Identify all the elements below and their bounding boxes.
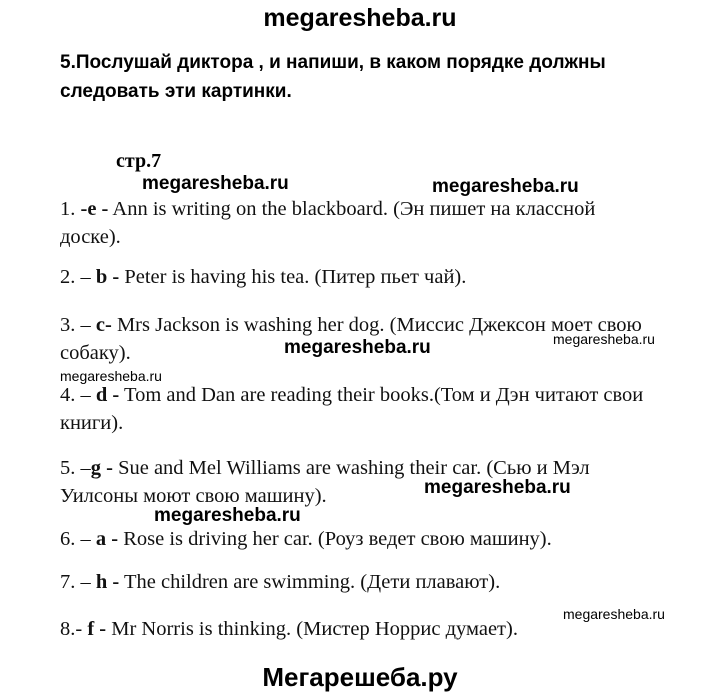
list-item bbox=[60, 311, 700, 367]
watermark: megaresheba.ru bbox=[432, 176, 579, 197]
list-item bbox=[60, 263, 700, 291]
list-item bbox=[60, 454, 700, 510]
item-letter: h - bbox=[95, 571, 120, 593]
item-text-cont: Уилсоны моют свою машину). bbox=[60, 485, 327, 507]
item-text: Peter is having his tea. (Питер пьет чай). bbox=[119, 266, 467, 288]
list-item bbox=[60, 195, 700, 251]
watermark: megaresheba.ru bbox=[284, 337, 431, 358]
list-item bbox=[60, 568, 700, 596]
page-reference: стр.7 bbox=[116, 150, 162, 172]
watermark: megaresheba.ru bbox=[154, 505, 301, 526]
list-item bbox=[60, 525, 700, 553]
item-number: 7. – bbox=[60, 571, 96, 593]
watermark: megaresheba.ru bbox=[142, 173, 289, 194]
item-text-cont: собаку). bbox=[60, 342, 131, 364]
item-number: 3. – bbox=[60, 314, 96, 336]
item-letter: c- bbox=[95, 314, 112, 336]
item-text: Tom and Dan are reading their books.(Том и Дэн читают свои bbox=[119, 384, 644, 406]
item-letter: a - bbox=[95, 528, 119, 550]
item-number: 4. – bbox=[60, 384, 96, 406]
footer-site-name: Мегарешеба.ру bbox=[262, 662, 458, 692]
list-item bbox=[60, 615, 700, 643]
item-letter: b - bbox=[95, 266, 120, 288]
item-number: 8.- bbox=[60, 618, 88, 640]
watermark-small: megaresheba.ru bbox=[60, 368, 162, 384]
watermark-small: megaresheba.ru bbox=[563, 606, 665, 622]
item-letter: f - bbox=[87, 618, 107, 640]
item-number: 1. bbox=[60, 198, 81, 220]
item-number: 2. – bbox=[60, 266, 96, 288]
watermark-small: megaresheba.ru bbox=[553, 331, 655, 347]
item-text: Sue and Mel Williams are washing their car. (Сью и Мэл bbox=[112, 457, 590, 479]
item-text-cont: книги). bbox=[60, 412, 124, 434]
item-text-cont: доске). bbox=[60, 226, 121, 248]
item-text: Mrs Jackson is washing her dog. (Миссис Джексон моет свою bbox=[111, 314, 642, 336]
item-number: 5. – bbox=[60, 457, 91, 479]
task-heading: 5.Послушай диктора , и напиши, в каком порядке должны следовать эти картинки. bbox=[60, 52, 606, 102]
list-item bbox=[60, 381, 700, 437]
item-letter: g - bbox=[90, 457, 113, 479]
item-text: Mr Norris is thinking. (Мистер Норрис думает). bbox=[106, 618, 518, 640]
item-text: Ann is writing on the blackboard. (Эн пишет на классной bbox=[108, 198, 596, 220]
item-text: Rose is driving her car. (Роуз ведет свою машину). bbox=[118, 528, 552, 550]
item-number: 6. – bbox=[60, 528, 96, 550]
item-text: The children are swimming. (Дети плавают). bbox=[119, 571, 501, 593]
watermark: megaresheba.ru bbox=[424, 477, 571, 498]
item-letter: d - bbox=[95, 384, 120, 406]
item-letter: -e - bbox=[80, 198, 109, 220]
header-site-name: megaresheba.ru bbox=[263, 4, 457, 32]
